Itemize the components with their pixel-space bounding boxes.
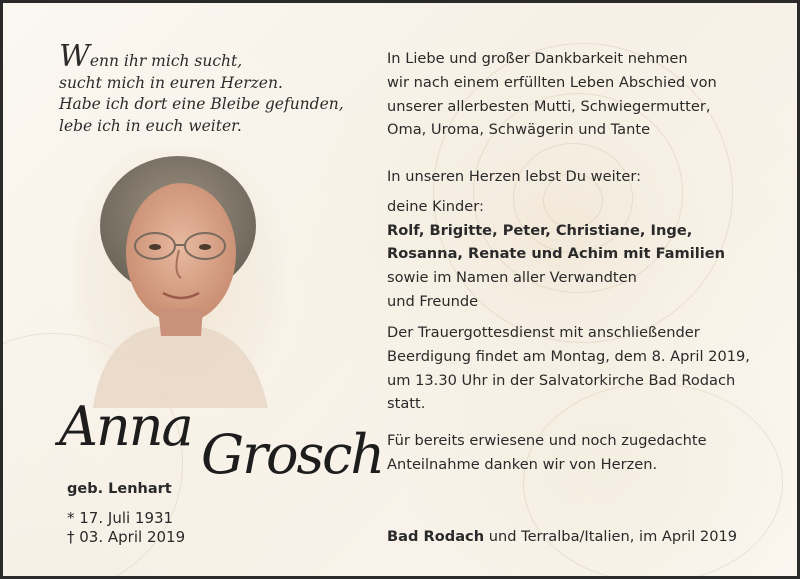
birth-name: geb. Lenhart [67,481,172,497]
children-label: deine Kinder: [387,197,484,215]
text-line: um 13.30 Uhr in der Salvatorkirche Bad Rodach [387,371,736,389]
birth-date: * 17. Juli 1931 [67,509,174,527]
text-line: Oma, Uroma, Schwägerin und Tante [387,121,651,139]
text-line: wir nach einem erfüllten Leben Abschied von [387,73,717,91]
portrait-image [73,148,283,408]
thanks-text [387,429,787,477]
closing-line [387,525,787,549]
service-info [387,321,787,416]
family-section [387,165,787,314]
text-line: Für bereits erwiesene und noch zugedachte [387,432,707,449]
portrait-photo [73,148,283,408]
poem-line: lebe ich in euch weiter. [59,116,242,135]
text-line: statt. [387,395,426,413]
poem-line: sucht mich in euren Herzen. [59,73,283,92]
text-line: In Liebe und großer Dankbarkeit nehmen [387,50,688,67]
intro-text [387,47,787,142]
poem-line: Wenn ihr mich sucht, [59,39,243,74]
relatives-line: sowie im Namen aller Verwandten [387,269,637,287]
closing-rest: und Terralba/Italien, im April 2019 [484,528,738,545]
text-line: Anteilnahme danken wir von Herzen. [387,455,658,473]
memorial-poem [59,39,359,137]
poem-line: Habe ich dort eine Bleibe gefunden, [59,95,344,113]
death-date: † 03. April 2019 [67,528,186,546]
relatives-line: und Freunde [387,292,479,310]
last-name: Grosch [201,423,384,486]
text-line: Der Trauergottesdienst mit anschließender [387,324,700,341]
text-line: Beerdigung findet am Montag, dem 8. April 2019, [387,347,750,365]
first-name: Anna [59,395,192,458]
poem-initial: W [59,39,90,74]
children-names: Rolf, Brigitte, Peter, Christiane, Inge, [387,221,693,239]
children-names: Rosanna, Renate und Achim mit Familien [387,245,726,263]
family-heading: In unseren Herzen lebst Du weiter: [387,168,642,185]
text-line: unserer allerbesten Mutti, Schwiegermutter, [387,97,711,115]
closing-place: Bad Rodach [387,528,485,545]
life-dates [67,509,185,547]
